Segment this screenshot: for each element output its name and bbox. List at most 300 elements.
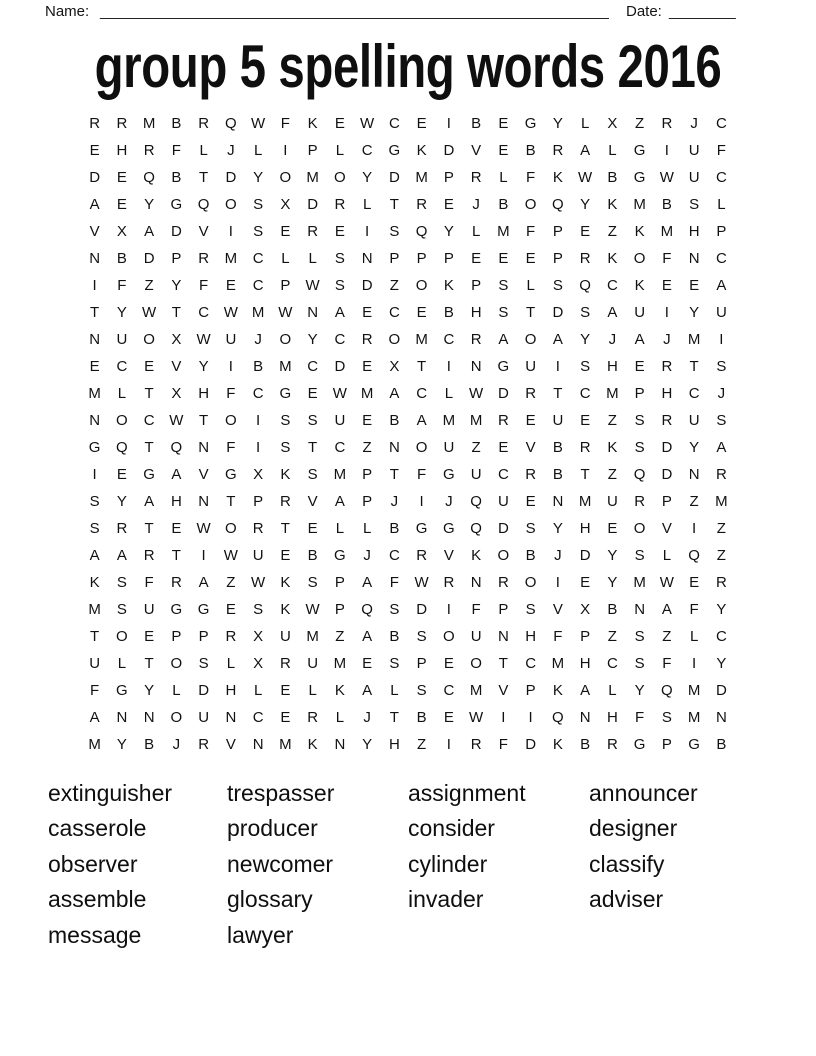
grid-cell: L	[526, 277, 535, 294]
grid-cell: M	[497, 223, 510, 240]
grid-cell: R	[497, 412, 509, 429]
grid-cell: O	[170, 709, 183, 726]
grid-cell: H	[606, 358, 618, 375]
grid-cell: I	[692, 655, 697, 672]
grid-cell: G	[388, 142, 401, 159]
grid-cell: D	[579, 547, 591, 564]
grid-cell: M	[88, 736, 101, 753]
grid-cell: M	[660, 223, 674, 240]
grid-cell: D	[552, 304, 564, 321]
grid-cell: C	[715, 628, 727, 645]
grid-cell: Z	[471, 439, 481, 456]
grid-cell: N	[198, 439, 210, 456]
grid-cell: D	[225, 169, 237, 186]
grid-cell: A	[498, 331, 509, 348]
grid-cell: S	[416, 682, 427, 699]
word-list-item: invader	[408, 886, 484, 913]
grid-cell: B	[661, 196, 672, 213]
grid-cell: R	[661, 412, 673, 429]
grid-cell: U	[470, 628, 482, 645]
grid-cell: X	[389, 358, 400, 375]
grid-cell: N	[89, 250, 101, 267]
grid-cell: S	[634, 547, 645, 564]
grid-cell: E	[144, 628, 155, 645]
grid-cell: S	[498, 277, 509, 294]
grid-cell: S	[552, 277, 563, 294]
grid-cell: B	[552, 466, 563, 483]
grid-cell: T	[526, 304, 536, 321]
word-list-item: lawyer	[227, 921, 294, 948]
grid-cell: L	[471, 223, 481, 240]
grid-cell: V	[198, 466, 209, 483]
grid-cell: P	[443, 169, 454, 186]
grid-cell: S	[389, 601, 400, 618]
grid-cell: C	[715, 250, 727, 267]
grid-cell: Q	[361, 601, 373, 618]
grid-cell: I	[446, 358, 451, 375]
grid-cell: X	[253, 655, 264, 672]
grid-cell: J	[663, 331, 671, 348]
grid-cell: J	[172, 736, 181, 753]
grid-cell: K	[280, 574, 291, 591]
grid-cell: J	[554, 547, 562, 564]
grid-cell: O	[116, 628, 128, 645]
grid-cell: C	[688, 385, 700, 402]
grid-cell: Z	[607, 628, 617, 645]
grid-cell: G	[497, 358, 510, 375]
word-list-item: glossary	[227, 886, 313, 913]
grid-cell: L	[444, 385, 454, 402]
grid-cell: M	[142, 115, 156, 132]
grid-cell: N	[634, 601, 646, 618]
grid-cell: S	[198, 655, 209, 672]
grid-cell: K	[634, 223, 645, 240]
grid-cell: O	[334, 169, 346, 186]
name-label: Name:	[45, 3, 90, 20]
grid-cell: S	[498, 304, 509, 321]
grid-cell: Q	[579, 277, 591, 294]
grid-cell: E	[498, 250, 509, 267]
grid-cell: A	[580, 682, 591, 699]
grid-cell: C	[497, 466, 509, 483]
grid-cell: W	[142, 304, 157, 321]
grid-cell: C	[715, 115, 727, 132]
grid-cell: A	[416, 412, 427, 429]
grid-cell: F	[226, 385, 236, 402]
grid-cell: Y	[116, 304, 127, 321]
grid-cell: H	[661, 385, 673, 402]
grid-cell: V	[171, 358, 182, 375]
grid-cell: F	[635, 709, 645, 726]
grid-cell: R	[279, 655, 291, 672]
grid-cell: J	[227, 142, 235, 159]
grid-cell: U	[307, 655, 319, 672]
grid-cell: L	[253, 682, 263, 699]
grid-cell: W	[196, 520, 211, 537]
grid-cell: E	[307, 520, 318, 537]
grid-cell: K	[280, 601, 291, 618]
grid-cell: N	[225, 709, 237, 726]
grid-cell: Y	[144, 682, 155, 699]
grid-cell: P	[661, 493, 672, 510]
grid-cell: K	[607, 439, 618, 456]
grid-cell: S	[689, 196, 700, 213]
grid-cell: O	[524, 574, 537, 591]
grid-cell: U	[688, 169, 700, 186]
grid-cell: W	[251, 115, 266, 132]
grid-cell: U	[143, 601, 155, 618]
grid-cell: P	[416, 655, 427, 672]
grid-cell: A	[362, 682, 373, 699]
grid-cell: J	[363, 709, 371, 726]
grid-cell: U	[198, 709, 210, 726]
grid-cell: A	[89, 196, 100, 213]
grid-cell: Y	[116, 736, 127, 753]
grid-cell: O	[388, 331, 401, 348]
grid-cell: I	[446, 601, 451, 618]
grid-cell: I	[228, 358, 233, 375]
grid-cell: O	[143, 331, 155, 348]
grid-cell: B	[389, 628, 400, 645]
grid-cell: T	[308, 439, 318, 456]
grid-cell: J	[690, 115, 698, 132]
grid-cell: V	[661, 520, 672, 537]
grid-cell: S	[89, 520, 100, 537]
grid-cell: C	[143, 412, 155, 429]
grid-cell: P	[362, 493, 373, 510]
grid-cell: S	[661, 709, 672, 726]
grid-cell: E	[416, 115, 427, 132]
grid-cell: E	[580, 574, 591, 591]
grid-cell: X	[116, 223, 127, 240]
grid-cell: E	[280, 223, 291, 240]
grid-cell: B	[471, 115, 482, 132]
grid-cell: P	[443, 250, 454, 267]
grid-cell: C	[198, 304, 210, 321]
grid-cell: K	[552, 682, 563, 699]
grid-cell: E	[525, 250, 536, 267]
grid-cell: Z	[607, 412, 617, 429]
grid-cell: M	[88, 601, 101, 618]
grid-cell: O	[497, 547, 510, 564]
grid-cell: U	[252, 547, 264, 564]
grid-cell: K	[607, 250, 618, 267]
grid-cell: O	[225, 520, 237, 537]
grid-cell: V	[471, 142, 482, 159]
grid-cell: G	[415, 520, 428, 537]
grid-cell: F	[471, 601, 481, 618]
grid-cell: V	[552, 601, 563, 618]
grid-cell: U	[497, 493, 509, 510]
grid-cell: A	[716, 439, 727, 456]
grid-cell: C	[252, 385, 264, 402]
grid-cell: Q	[225, 115, 237, 132]
grid-cell: Z	[417, 736, 427, 753]
grid-cell: W	[332, 385, 347, 402]
grid-cell: G	[633, 169, 646, 186]
grid-cell: Y	[552, 520, 563, 537]
grid-cell: M	[333, 655, 347, 672]
grid-cell: B	[525, 547, 536, 564]
grid-cell: T	[580, 466, 590, 483]
grid-cell: Y	[362, 736, 373, 753]
grid-cell: R	[715, 466, 727, 483]
grid-cell: V	[225, 736, 236, 753]
grid-cell: X	[253, 628, 264, 645]
grid-cell: M	[333, 466, 347, 483]
grid-cell: P	[661, 736, 672, 753]
grid-cell: L	[689, 628, 699, 645]
grid-cell: D	[525, 736, 537, 753]
grid-cell: O	[633, 520, 646, 537]
grid-cell: P	[334, 601, 345, 618]
grid-cell: L	[335, 520, 345, 537]
grid-cell: R	[143, 547, 155, 564]
grid-cell: R	[416, 547, 428, 564]
grid-cell: N	[715, 709, 727, 726]
grid-cell: U	[606, 493, 618, 510]
grid-cell: D	[143, 250, 155, 267]
grid-cell: D	[307, 196, 319, 213]
grid-cell: S	[389, 223, 400, 240]
grid-cell: Q	[197, 196, 210, 213]
grid-cell: N	[688, 250, 700, 267]
grid-cell: H	[688, 223, 700, 240]
word-list-item: extinguisher	[48, 780, 173, 806]
grid-cell: G	[170, 196, 183, 213]
grid-cell: F	[280, 115, 290, 132]
grid-cell: C	[307, 358, 319, 375]
grid-cell: E	[498, 439, 509, 456]
grid-cell: S	[716, 412, 727, 429]
grid-cell: Z	[226, 574, 236, 591]
grid-cell: E	[280, 709, 291, 726]
grid-cell: F	[417, 466, 427, 483]
grid-cell: L	[172, 682, 181, 699]
grid-cell: R	[198, 250, 210, 267]
grid-cell: S	[253, 601, 264, 618]
grid-cell: Y	[607, 547, 618, 564]
grid-cell: Z	[716, 520, 726, 537]
grid-cell: W	[223, 547, 238, 564]
grid-cell: E	[89, 358, 100, 375]
grid-cell: D	[443, 142, 455, 159]
grid-cell: G	[170, 601, 183, 618]
grid-cell: E	[580, 223, 591, 240]
grid-cell: P	[334, 574, 345, 591]
grid-cell: B	[552, 439, 563, 456]
grid-cell: R	[361, 331, 373, 348]
grid-cell: O	[633, 250, 646, 267]
grid-cell: Q	[116, 439, 128, 456]
grid-cell: B	[253, 358, 264, 375]
grid-cell: W	[251, 574, 266, 591]
grid-cell: P	[552, 250, 563, 267]
grid-cell: T	[171, 304, 181, 321]
grid-cell: A	[198, 574, 209, 591]
grid-cell: J	[390, 493, 399, 510]
grid-cell: O	[279, 169, 292, 186]
grid-cell: Y	[580, 331, 591, 348]
word-list-item: producer	[227, 815, 318, 842]
word-list-item: casserole	[48, 815, 147, 842]
grid-cell: R	[225, 628, 237, 645]
name-blank-line: _____________________________________________________________	[100, 3, 609, 20]
grid-cell: K	[416, 142, 427, 159]
grid-cell: G	[688, 736, 700, 753]
grid-cell: G	[88, 439, 101, 456]
grid-cell: K	[471, 547, 482, 564]
grid-cell: L	[662, 547, 672, 564]
grid-cell: H	[579, 520, 591, 537]
grid-cell: D	[89, 169, 101, 186]
grid-cell: Q	[470, 520, 482, 537]
word-list-item: adviser	[589, 886, 664, 913]
grid-cell: U	[634, 304, 646, 321]
grid-cell: E	[116, 196, 127, 213]
grid-cell: E	[634, 358, 645, 375]
grid-cell: E	[362, 304, 373, 321]
grid-cell: B	[443, 304, 454, 321]
grid-cell: K	[307, 736, 318, 753]
grid-cell: M	[687, 682, 701, 699]
grid-cell: P	[362, 466, 373, 483]
grid-cell: T	[171, 547, 181, 564]
grid-cell: O	[279, 331, 292, 348]
grid-cell: N	[497, 628, 509, 645]
grid-cell: T	[144, 385, 154, 402]
grid-cell: O	[116, 412, 128, 429]
word-list-item: consider	[408, 815, 495, 842]
grid-cell: M	[551, 655, 565, 672]
grid-cell: M	[415, 169, 428, 186]
grid-cell: N	[116, 709, 128, 726]
grid-cell: A	[389, 385, 400, 402]
grid-cell: S	[334, 277, 345, 294]
grid-cell: J	[472, 196, 480, 213]
grid-cell: I	[256, 412, 261, 429]
grid-cell: U	[552, 412, 564, 429]
grid-cell: F	[226, 439, 236, 456]
grid-cell: I	[228, 223, 233, 240]
grid-cell: X	[171, 331, 182, 348]
grid-cell: S	[307, 466, 318, 483]
grid-cell: E	[443, 709, 454, 726]
grid-cell: L	[499, 169, 508, 186]
grid-cell: M	[360, 385, 374, 402]
grid-cell: C	[361, 142, 373, 159]
grid-cell: E	[362, 358, 373, 375]
grid-cell: K	[307, 115, 318, 132]
grid-cell: I	[664, 304, 669, 321]
grid-cell: U	[688, 412, 700, 429]
word-list-item: trespasser	[227, 780, 335, 806]
grid-cell: C	[606, 277, 618, 294]
grid-cell: O	[225, 412, 237, 429]
grid-cell: M	[469, 682, 483, 699]
grid-cell: E	[116, 466, 127, 483]
grid-cell: K	[634, 277, 645, 294]
grid-cell: G	[524, 115, 537, 132]
grid-cell: H	[470, 304, 482, 321]
grid-cell: T	[144, 439, 154, 456]
grid-cell: P	[525, 682, 536, 699]
grid-cell: X	[607, 115, 618, 132]
grid-cell: W	[469, 385, 484, 402]
grid-cell: B	[171, 115, 182, 132]
grid-cell: C	[525, 655, 537, 672]
grid-cell: B	[171, 169, 182, 186]
grid-cell: Q	[661, 682, 673, 699]
grid-cell: P	[552, 223, 563, 240]
grid-cell: B	[607, 601, 618, 618]
grid-cell: R	[470, 169, 482, 186]
grid-cell: L	[281, 250, 290, 267]
grid-cell: C	[443, 682, 455, 699]
grid-cell: M	[306, 628, 319, 645]
word-list-item: assemble	[48, 886, 147, 913]
grid-cell: I	[719, 331, 724, 348]
grid-cell: C	[388, 547, 400, 564]
grid-cell: B	[498, 196, 509, 213]
grid-cell: F	[171, 142, 181, 159]
word-list-column	[408, 776, 526, 918]
grid-cell: K	[334, 682, 345, 699]
grid-cell: P	[253, 493, 264, 510]
grid-cell: A	[661, 601, 672, 618]
grid-cell: W	[305, 601, 320, 618]
grid-cell: Y	[171, 277, 182, 294]
grid-cell: M	[279, 358, 292, 375]
grid-cell: D	[661, 466, 673, 483]
grid-cell: U	[525, 358, 537, 375]
grid-cell: M	[442, 412, 456, 429]
grid-cell: I	[501, 709, 506, 726]
grid-cell: H	[579, 655, 591, 672]
grid-cell: T	[498, 655, 508, 672]
grid-cell: L	[253, 142, 263, 159]
grid-cell: Y	[716, 601, 727, 618]
grid-cell: E	[280, 547, 291, 564]
grid-cell: O	[443, 628, 455, 645]
grid-cell: O	[415, 277, 428, 294]
grid-cell: R	[715, 574, 727, 591]
grid-cell: E	[443, 655, 454, 672]
grid-cell: E	[362, 655, 373, 672]
grid-cell: T	[90, 304, 100, 321]
grid-cell: F	[526, 169, 536, 186]
grid-cell: J	[445, 493, 453, 510]
grid-cell: S	[389, 655, 400, 672]
grid-cell: P	[580, 628, 591, 645]
grid-cell: G	[116, 682, 128, 699]
grid-cell: E	[498, 142, 509, 159]
grid-cell: M	[687, 709, 701, 726]
grid-cell: M	[415, 331, 428, 348]
grid-cell: L	[717, 196, 726, 213]
grid-cell: U	[89, 655, 101, 672]
grid-cell: R	[606, 736, 618, 753]
grid-cell: C	[606, 655, 618, 672]
grid-cell: V	[307, 493, 318, 510]
grid-cell: W	[196, 331, 211, 348]
grid-cell: Q	[633, 466, 646, 483]
grid-cell: M	[279, 736, 292, 753]
grid-cell: M	[469, 412, 483, 429]
grid-cell: I	[201, 547, 206, 564]
grid-cell: E	[580, 412, 591, 429]
grid-cell: Q	[415, 223, 428, 240]
